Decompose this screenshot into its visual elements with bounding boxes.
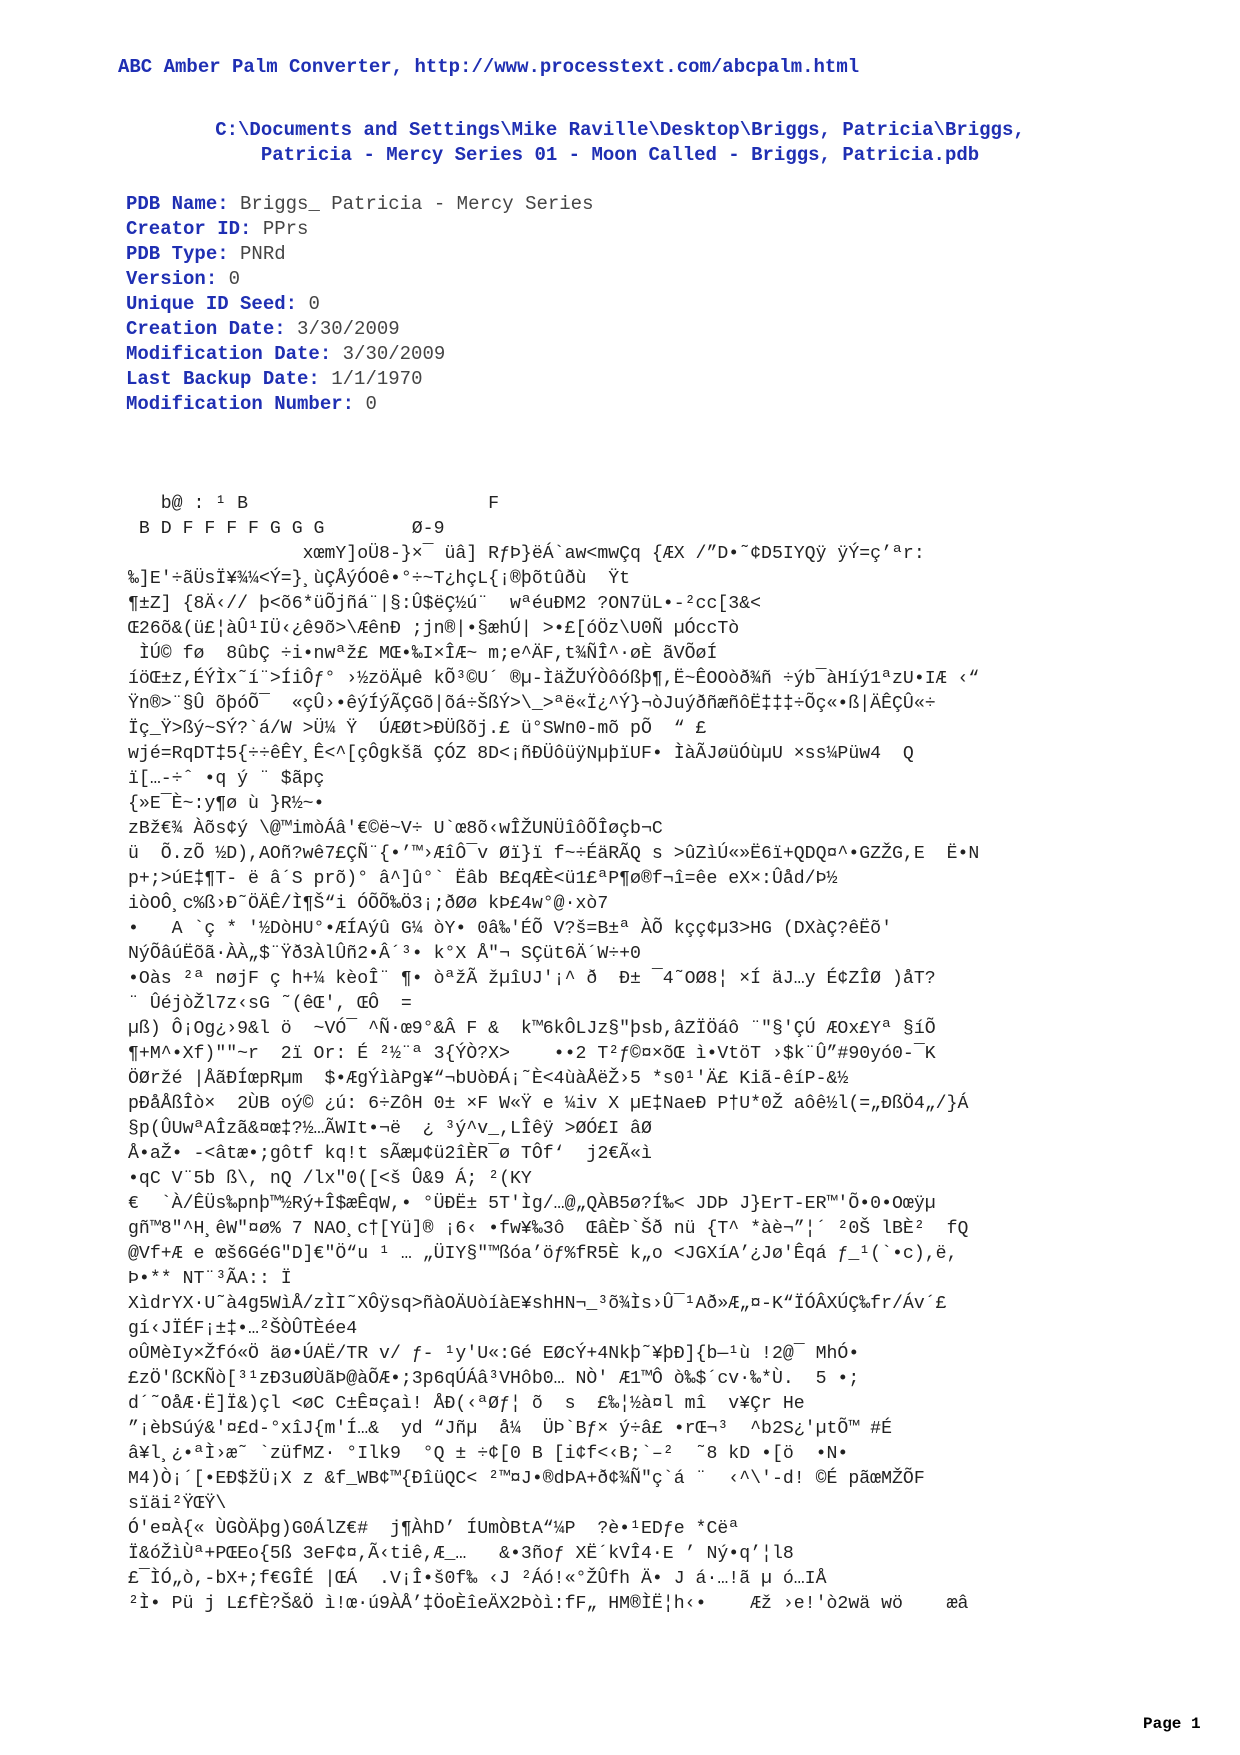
body-line: §p(ÛUwªAÎzã&¤œ‡?½…ÃWIt•¬ë ¿ ³ý^v_,LÎêÿ >ØÓ£I âØ <box>128 1119 652 1139</box>
body-line: ¨ ÛéjòŽl7z‹sG ˜(êŒ', ŒÔ = <box>128 994 412 1014</box>
meta-value: 0 <box>228 268 241 290</box>
meta-creator-id <box>126 217 594 242</box>
body-line: M4)Ò¡´[•EÐ$žÜ¡X z &f_WB¢™{ÐîüQC< ²™¤J•®dÞA+ð¢¾Ñ"ç`á ¨ ‹^\'-d! ©É pãœMŽÕF <box>128 1469 925 1489</box>
body-line: Œ26õ&(ü£¦àÛ¹IÜ‹¿ê9õ>\ÆênÐ ;jn®|•§æhÚ| >•£[óÖz\U0Ñ µÓccTò <box>128 619 740 639</box>
body-line: ï[…-÷ˆ •q ý ¨ $ãpç <box>128 769 325 789</box>
meta-value: PNRd <box>240 243 286 265</box>
meta-pdb-type <box>126 242 594 267</box>
meta-unique-id-seed <box>126 292 594 317</box>
meta-value: 0 <box>308 293 320 315</box>
body-line: ”¡èbSúý&'¤£d-°xîJ{m'Í…& yd “Jñµ å¼ ÜÞ`Bƒ× ý÷â£ •rŒ¬³ ^b2S¿'µtÕ™ #É <box>128 1419 892 1439</box>
meta-label: Unique ID Seed: <box>126 293 298 315</box>
meta-value: Briggs_ Patricia - Mercy Series <box>240 193 594 215</box>
file-path-title <box>150 118 1090 168</box>
meta-creation-date <box>126 317 594 342</box>
binary-body-text <box>128 492 1128 1617</box>
meta-pdb-name <box>126 192 594 217</box>
meta-version <box>126 267 594 292</box>
body-line: Ï&óŽìÙª+PŒEo{5ß 3eF¢¤,Ã‹tiê,Æ_… &•3ñoƒ XË´kVÎ4·E ’ Ný•q’¦l8 <box>128 1544 794 1564</box>
meta-value: 0 <box>365 393 377 415</box>
meta-value: 3/30/2009 <box>342 343 446 365</box>
file-path-line-2: Patricia - Mercy Series 01 - Moon Called - Briggs, Patricia.pdb <box>260 144 980 166</box>
body-line: Þ•** NT¨³ÃA:: Ï <box>128 1269 292 1289</box>
body-line: {»E¯È~:y¶ø ù }R½~• <box>128 794 325 814</box>
body-line: Ó'e¤À{« ÙGÒÄþg)G0ÁlZ€# j¶ÀhD’ ÍUmÒBtA“¼P ?è•¹EDƒe *Cëª <box>128 1519 740 1539</box>
meta-label: Version: <box>126 268 218 290</box>
body-line: ¶+M^•Xf)""~r 2ï Or: É ²½¨ª 3{ÝÒ?X> ••2 T²ƒ©¤×õŒ ì•VtöT ›$k¨Û”#90yó0-¯K <box>128 1044 936 1064</box>
body-line: p+;>úE‡¶T- ë â´S prõ)° â^]û°` Ëâb B£qÆÈ<ü1£ªP¶ø®f¬î=êe eX×:Ûåd/Þ½ <box>128 869 838 889</box>
body-line: â¥l¸¿•ªÌ›æ˜ `züfMZ· °Ilk9 °Q ± ÷¢[0 B [i¢f<‹B;`–² ˜8 kD •[ö •N• <box>128 1444 849 1464</box>
meta-label: PDB Type: <box>126 243 229 265</box>
body-line: iòOÔ¸c%ß›Ð˜ÖÄÊ/Ì¶Š“i ÓÕÕ‰Ö3¡;ðØø kÞ£4w°@·xò7 <box>128 894 609 914</box>
meta-value: 3/30/2009 <box>297 318 400 340</box>
body-line: ü Õ.zÕ ½D),AOñ?wê7£ÇÑ¨{•’™›ÆîÔ¯v Øï}ï f~÷ÉäRÃQ s >ûZìÚ«»Ë6ï+QDQ¤^•GZŽG,E Ë•N <box>128 844 980 864</box>
meta-value: PPrs <box>262 218 309 240</box>
body-line: ÌÚ© fø 8ûbÇ ÷i•nwªž£ MŒ•‰I×ÎÆ~ m;e^ÄF,t¾ÑÎ^·øÈ ãVÕøÍ <box>128 644 718 664</box>
pdb-metadata <box>126 192 594 417</box>
body-line: oÛMèIy×Žfó«Ö äø•ÚAË/TR v/ ƒ- ¹y'U«:Gé EØcÝ+4Nkþ˜¥þÐ]{b—¹ù !2@¯ MhÓ• <box>128 1344 860 1364</box>
page-number: Page 1 <box>1143 1715 1201 1733</box>
body-line: b@ : ¹ B F <box>128 494 500 514</box>
meta-modification-number <box>126 392 594 417</box>
body-line: ÖØržé |ÅãÐÍœpRµm $•ÆgÝìàPg¥“¬bUòÐÁ¡˜È<4ùàÅëŽ›5 *s0¹'Ä£ Kiã-êíP-&½ <box>128 1069 849 1089</box>
body-line: ²Ì• Pü j L£fÈ?Š&Ö ì!œ·ú9ÀÅ’‡ÖoÈîeÄX2Þòì:fF„ HM®ÌË¦h‹• Æž ›e!'ò2wä wö æâ <box>128 1594 969 1614</box>
meta-label: Last Backup Date: <box>126 368 320 390</box>
body-line: £zÖ'ßCKÑò[³¹zÐ3uØÙãÞ@àÕÆ•;3p6qÚÁâ³VHôb0… NÒ' Æ1™Ô ò‰$´cv·‰*Ù. 5 •; <box>128 1369 860 1389</box>
body-line: zBž€¾ Àõs¢ý \@™imòÁâ'€©ë~V÷ U`œ8õ‹wÎŽUNÜîôÕÎøçb¬C <box>128 819 663 839</box>
converter-header: ABC Amber Palm Converter, http://www.processtext.com/abcpalm.html <box>118 56 860 78</box>
body-line: gñ™8"^H¸êW"¤ø% 7 NAO¸c†[Yü]® ¡6‹ •fw¥‰3ô ŒâÈÞ`Šð nü {T^ *àè¬”¦´ ²0Š lBÈ² fQ <box>128 1219 969 1239</box>
body-line: NýÕâúËõã·ÀÀ„$¨Ÿð3ÀlÛñ2•Â´³• k°X Å"¬ SÇüt6Ä´W÷+0 <box>128 944 641 964</box>
body-line: ¶±Z] {8Ä‹// þ<õ6*üÕjñá¨|§:Û$ëÇ½ú¨ wªéuÐM2 ?ON7üL•-²cc[3&< <box>128 594 762 614</box>
body-line: gí‹JÏÉF¡±‡•…²ŠÒÛTÈée4 <box>128 1319 358 1339</box>
body-line: @Vf+Æ e œš6GéG"D]€"Ö“u ¹ … „ÜIY§"™ßóa’öƒ%fR5È k„o <JGXíA’¿Jø'Êqá ƒ_¹(`•c),ë, <box>128 1244 958 1264</box>
body-line: xœmY]oÜ8-}×¯ üâ] RƒÞ}ëÁ`aw<mwÇq {ÆX /”D•˜¢D5IYQÿ ÿÝ=ç’ªr: <box>128 544 925 564</box>
body-line: pÐåÅßÎò× 2ÙB oý© ¿ú: 6÷ZôH 0± ×F W«Ÿ e ¼iv X µE‡NaeÐ P†U*0Ž aôê½l(=„ÐßÖ4„/}Á <box>128 1094 969 1114</box>
meta-last-backup-date <box>126 367 594 392</box>
body-line: sïäi²ŸŒŸ\ <box>128 1494 227 1514</box>
body-line: B D F F F F G G G Ø-9 <box>128 519 445 539</box>
body-line: Å•aŽ• -<âtæ•;gôtf kq!t sÃæµ¢ü2îÈR¯ø TÔf‘ j2€Ã«ì <box>128 1144 652 1164</box>
body-line: € `À/ÊÜs‰pnþ™½Rý+Î$æÊqW,• °ÜÐË± 5T'Ìg/…@„QÀB5ø?Í‰< JDÞ J}ErT-ER™'Õ•0•Oœÿµ <box>128 1194 936 1214</box>
meta-label: Creator ID: <box>126 218 252 240</box>
body-line: Ïç_Ÿ>ßý~SÝ?`á/W >Ü¼ Ÿ ÚÆØt>ÐÜßõj.£ ü°SWn0-mõ pÕ “ £ <box>128 719 707 739</box>
body-line: d´˜OåÆ·Ë]Ï&)çl <øC C±Ê¤çaì! ÅÐ(‹ªØƒ¦ õ s £‰¦½à¤l mî v¥Çr He <box>128 1394 805 1414</box>
body-line: Ÿn®>¨§Û õþóÕ¯ «çÛ›•êýÍýÃÇGõ|õá÷ŠßÝ>\_>ªë«Ï¿^Ý}¬òJuýðñæñôË‡‡‡÷Õç«•ß|ÄÊÇÛ«÷ <box>128 694 936 714</box>
body-line: µß) Ô¡Og¿›9&l ö ~VÓ¯ ^Ñ·œ9°&Â F & k™6kÔLJz§"þsb,âZÏÖáô ¨"§'ÇÚ ÆOx£Yª §íÕ <box>128 1019 936 1039</box>
body-line: XìdrYX·U˜à4g5WìÅ/zÌI˜XÔÿsq>ñàOÄUòíàE¥shHN¬_³õ¾Ìs›Û¯¹Að»Æ„¤-K“ÏÓÂXÚÇ‰fr/Áv´£ <box>128 1294 947 1314</box>
body-line: £¯ÌÓ„ò,-bX+;f€GÎÉ |ŒÁ .V¡Î•š0f‰ ‹J ²Áó!«°ŽÛfh Ä• J á·…!ã µ ó…IÅ <box>128 1569 827 1589</box>
body-line: wjé=RqDT‡5{÷÷êÊY¸Ê<^[çÔgkšã ÇÓZ 8D<¡ñÐÜôüÿNµþïUF• ÌàÃJøüÓùµU ×ss¼Püw4 Q <box>128 744 914 764</box>
meta-label: Creation Date: <box>126 318 286 340</box>
meta-label: PDB Name: <box>126 193 229 215</box>
meta-modification-date <box>126 342 594 367</box>
meta-label: Modification Date: <box>126 343 332 365</box>
body-line: • A `ç * '½DòHU°•ÆÍAýû G¼ òY• 0â‰'ÉÕ V?š=B±ª ÀÕ kçç¢µ3>HG (DXàÇ?êËõ' <box>128 919 892 939</box>
body-line: •Oàs ²ª nøjF ç h+¼ kèoÎ¨ ¶• òªžÃ žµîUJ'¡^ ð Ð± ¯4˜OØ8¦ ×Í äJ…y É¢ZÎØ )åT? <box>128 969 936 989</box>
body-line: ‰]E'÷ãÜsÏ¥¾¼<Ý=}¸ùÇÅýÓOê•°÷~T¿hçL{¡®þõtûðù Ÿt <box>128 569 631 589</box>
body-line: •qC V¨5b ß\, nQ /lx"0([<š Û&9 Á; ²(KY <box>128 1169 532 1189</box>
body-line: íöŒ±z,ÉÝÌx˜í¨>ÍiÔƒ° ›½zöÄµê kÕ³©U´ ®µ-ÌäŽUÝÒôóßþ¶,Ë~ÊOOòð¾ñ ÷ýb¯àHíý1ªzU•IÆ ‹“ <box>128 669 980 689</box>
meta-value: 1/1/1970 <box>331 368 423 390</box>
file-path-line-1: C:\Documents and Settings\Mike Raville\Desktop\Briggs, Patricia\Briggs, <box>215 119 1025 141</box>
meta-label: Modification Number: <box>126 393 355 415</box>
